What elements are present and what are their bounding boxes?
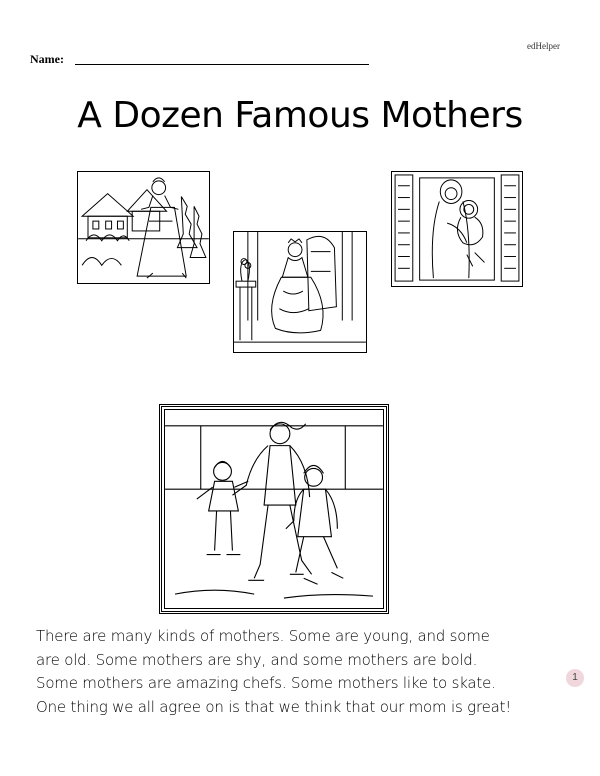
story-text [36, 625, 566, 719]
page-number-badge: 1 [566, 669, 584, 687]
illustration-woman-house [77, 171, 210, 284]
story-line: One thing we all agree on is that we think that our mom is great! [36, 697, 512, 716]
name-label: Name: [30, 52, 64, 66]
illustration-skating-family [159, 404, 389, 614]
name-field[interactable] [75, 64, 369, 65]
illustration-mother-child [391, 171, 523, 287]
brand-label: edHelper [527, 41, 560, 51]
page-title: A Dozen Famous Mothers [77, 95, 523, 136]
story-line: are old. Some mothers are shy, and some mothers are bold. [36, 650, 478, 669]
illustration-woman-throne [233, 231, 367, 353]
story-line: Some mothers are amazing chefs. Some mothers like to skate. [36, 674, 496, 692]
story-line: There are many kinds of mothers. Some are young, and some [36, 627, 490, 645]
